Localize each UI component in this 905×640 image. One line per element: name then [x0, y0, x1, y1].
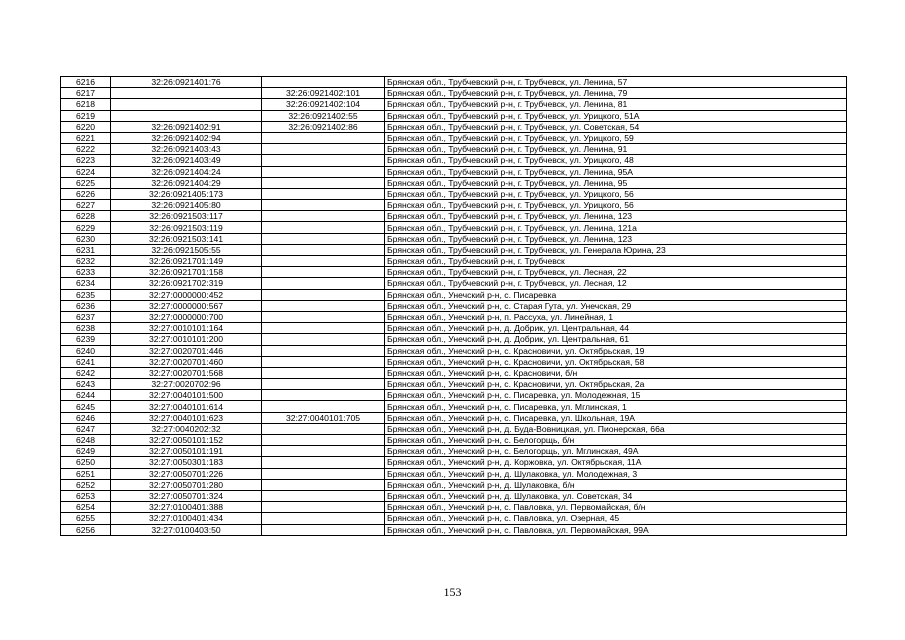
cadastral-number-cell: 32:26:0921403:49 [111, 155, 262, 166]
cadastral-number-cell [111, 88, 262, 99]
row-number-cell: 6230 [61, 233, 111, 244]
linked-cadastral-number-cell [262, 200, 385, 211]
table-row [61, 323, 847, 334]
cadastral-number-cell: 32:26:0921404:29 [111, 177, 262, 188]
table-row [61, 345, 847, 356]
address-cell: Брянская обл., Трубчевский р-н, г. Трубчевск, ул. Лесная, 22 [385, 267, 847, 278]
row-number-cell: 6233 [61, 267, 111, 278]
table-row [61, 311, 847, 322]
linked-cadastral-number-cell [262, 222, 385, 233]
row-number-cell: 6244 [61, 390, 111, 401]
table-row [61, 132, 847, 143]
address-cell: Брянская обл., Унечский р-н, с. Павловка, ул. Первомайская, б/н [385, 502, 847, 513]
cadastral-number-cell: 32:27:0050301:183 [111, 457, 262, 468]
cadastral-number-cell: 32:27:0010101:200 [111, 334, 262, 345]
address-cell: Брянская обл., Трубчевский р-н, г. Трубчевск [385, 256, 847, 267]
address-cell: Брянская обл., Трубчевский р-н, г. Трубчевск, ул. Урицкого, 56 [385, 188, 847, 199]
linked-cadastral-number-cell [262, 379, 385, 390]
cadastral-number-cell: 32:26:0921503:141 [111, 233, 262, 244]
cadastral-number-cell: 32:27:0100403:50 [111, 524, 262, 535]
cadastral-number-cell: 32:26:0921405:80 [111, 200, 262, 211]
address-cell: Брянская обл., Трубчевский р-н, г. Трубчевск, ул. Ленина, 121а [385, 222, 847, 233]
table-row [61, 155, 847, 166]
address-cell: Брянская обл., Унечский р-н, с. Белогорщь, б/н [385, 435, 847, 446]
row-number-cell: 6246 [61, 412, 111, 423]
linked-cadastral-number-cell [262, 77, 385, 88]
address-cell: Брянская обл., Трубчевский р-н, г. Трубчевск, ул. Ленина, 95А [385, 166, 847, 177]
address-cell: Брянская обл., Трубчевский р-н, г. Трубчевск, ул. Урицкого, 56 [385, 200, 847, 211]
linked-cadastral-number-cell [262, 132, 385, 143]
linked-cadastral-number-cell: 32:26:0921402:86 [262, 121, 385, 132]
table-row [61, 502, 847, 513]
table-row [61, 379, 847, 390]
row-number-cell: 6251 [61, 468, 111, 479]
cadastral-number-cell: 32:27:0020702:96 [111, 379, 262, 390]
row-number-cell: 6221 [61, 132, 111, 143]
cadastral-number-cell: 32:27:0040101:500 [111, 390, 262, 401]
row-number-cell: 6247 [61, 423, 111, 434]
table-row [61, 222, 847, 233]
address-cell: Брянская обл., Унечский р-н, д. Коржовка, ул. Октябрьская, 11А [385, 457, 847, 468]
address-cell: Брянская обл., Трубчевский р-н, г. Трубчевск, ул. Ленина, 123 [385, 233, 847, 244]
row-number-cell: 6241 [61, 356, 111, 367]
cadastral-number-cell: 32:27:0040101:614 [111, 401, 262, 412]
linked-cadastral-number-cell [262, 513, 385, 524]
address-cell: Брянская обл., Трубчевский р-н, г. Трубчевск, ул. Ленина, 123 [385, 211, 847, 222]
address-cell: Брянская обл., Трубчевский р-н, г. Трубчевск, ул. Генерала Юрина, 23 [385, 244, 847, 255]
address-cell: Брянская обл., Унечский р-н, с. Старая Гута, ул. Унечская, 29 [385, 300, 847, 311]
address-cell: Брянская обл., Трубчевский р-н, г. Трубчевск, ул. Лесная, 12 [385, 278, 847, 289]
table-row [61, 233, 847, 244]
cadastral-number-cell [111, 99, 262, 110]
row-number-cell: 6237 [61, 311, 111, 322]
cadastral-number-cell: 32:26:0921402:94 [111, 132, 262, 143]
row-number-cell: 6243 [61, 379, 111, 390]
row-number-cell: 6239 [61, 334, 111, 345]
row-number-cell: 6218 [61, 99, 111, 110]
registry-table-body [61, 77, 847, 536]
address-cell: Брянская обл., Трубчевский р-н, г. Трубчевск, ул. Урицкого, 48 [385, 155, 847, 166]
cadastral-number-cell: 32:26:0921402:91 [111, 121, 262, 132]
linked-cadastral-number-cell [262, 423, 385, 434]
address-cell: Брянская обл., Унечский р-н, с. Красновичи, ул. Октябрьская, 58 [385, 356, 847, 367]
linked-cadastral-number-cell: 32:27:0040101:705 [262, 412, 385, 423]
address-cell: Брянская обл., Трубчевский р-н, г. Трубчевск, ул. Ленина, 79 [385, 88, 847, 99]
address-cell: Брянская обл., Унечский р-н, д. Буда-Вовницкая, ул. Пионерская, 66а [385, 423, 847, 434]
table-row [61, 177, 847, 188]
cadastral-number-cell: 32:27:0100401:434 [111, 513, 262, 524]
address-cell: Брянская обл., Унечский р-н, п. Рассуха, ул. Линейная, 1 [385, 311, 847, 322]
row-number-cell: 6240 [61, 345, 111, 356]
cadastral-number-cell: 32:27:0050101:191 [111, 446, 262, 457]
address-cell: Брянская обл., Трубчевский р-н, г. Трубчевск, ул. Ленина, 91 [385, 144, 847, 155]
address-cell: Брянская обл., Унечский р-н, с. Писаревка, ул. Мглинская, 1 [385, 401, 847, 412]
cadastral-number-cell: 32:26:0921503:119 [111, 222, 262, 233]
table-row [61, 390, 847, 401]
linked-cadastral-number-cell: 32:26:0921402:101 [262, 88, 385, 99]
cadastral-number-cell: 32:27:0020701:460 [111, 356, 262, 367]
cadastral-number-cell: 32:26:0921401:76 [111, 77, 262, 88]
linked-cadastral-number-cell [262, 367, 385, 378]
table-row [61, 200, 847, 211]
address-cell: Брянская обл., Трубчевский р-н, г. Трубчевск, ул. Ленина, 57 [385, 77, 847, 88]
linked-cadastral-number-cell [262, 457, 385, 468]
linked-cadastral-number-cell: 32:26:0921402:55 [262, 110, 385, 121]
row-number-cell: 6234 [61, 278, 111, 289]
table-row [61, 423, 847, 434]
address-cell: Брянская обл., Унечский р-н, с. Писаревка [385, 289, 847, 300]
linked-cadastral-number-cell [262, 144, 385, 155]
linked-cadastral-number-cell [262, 177, 385, 188]
cadastral-number-cell: 32:26:0921405:173 [111, 188, 262, 199]
linked-cadastral-number-cell [262, 502, 385, 513]
linked-cadastral-number-cell [262, 390, 385, 401]
linked-cadastral-number-cell: 32:26:0921402:104 [262, 99, 385, 110]
table-row [61, 401, 847, 412]
linked-cadastral-number-cell [262, 244, 385, 255]
page-number: 153 [443, 585, 462, 599]
address-cell: Брянская обл., Трубчевский р-н, г. Трубчевск, ул. Советская, 54 [385, 121, 847, 132]
table-row [61, 457, 847, 468]
table-row [61, 289, 847, 300]
linked-cadastral-number-cell [262, 267, 385, 278]
address-cell: Брянская обл., Унечский р-н, с. Красновичи, ул. Октябрьская, 2а [385, 379, 847, 390]
linked-cadastral-number-cell [262, 323, 385, 334]
linked-cadastral-number-cell [262, 524, 385, 535]
linked-cadastral-number-cell [262, 479, 385, 490]
address-cell: Брянская обл., Унечский р-н, с. Красновичи, б/н [385, 367, 847, 378]
cadastral-number-cell: 32:27:0100401:388 [111, 502, 262, 513]
cadastral-number-cell: 32:27:0040202:32 [111, 423, 262, 434]
linked-cadastral-number-cell [262, 233, 385, 244]
table-row [61, 479, 847, 490]
table-row [61, 490, 847, 501]
linked-cadastral-number-cell [262, 155, 385, 166]
row-number-cell: 6253 [61, 490, 111, 501]
cadastral-number-cell: 32:26:0921701:149 [111, 256, 262, 267]
table-row [61, 356, 847, 367]
linked-cadastral-number-cell [262, 435, 385, 446]
cadastral-number-cell: 32:26:0921505:55 [111, 244, 262, 255]
row-number-cell: 6238 [61, 323, 111, 334]
linked-cadastral-number-cell [262, 490, 385, 501]
address-cell: Брянская обл., Унечский р-н, с. Писаревка, ул. Молодежная, 15 [385, 390, 847, 401]
linked-cadastral-number-cell [262, 166, 385, 177]
address-cell: Брянская обл., Унечский р-н, с. Красновичи, ул. Октябрьская, 19 [385, 345, 847, 356]
linked-cadastral-number-cell [262, 345, 385, 356]
row-number-cell: 6242 [61, 367, 111, 378]
address-cell: Брянская обл., Унечский р-н, с. Писаревка, ул. Школьная, 19А [385, 412, 847, 423]
table-row [61, 256, 847, 267]
cadastral-number-cell: 32:27:0040101:623 [111, 412, 262, 423]
table-row [61, 244, 847, 255]
table-row [61, 412, 847, 423]
cadastral-number-cell: 32:27:0000000:567 [111, 300, 262, 311]
cadastral-number-cell: 32:27:0000000:452 [111, 289, 262, 300]
row-number-cell: 6235 [61, 289, 111, 300]
row-number-cell: 6216 [61, 77, 111, 88]
row-number-cell: 6232 [61, 256, 111, 267]
address-cell: Брянская обл., Унечский р-н, д. Добрик, ул. Центральная, 61 [385, 334, 847, 345]
linked-cadastral-number-cell [262, 356, 385, 367]
cadastral-number-cell: 32:26:0921503:117 [111, 211, 262, 222]
row-number-cell: 6255 [61, 513, 111, 524]
address-cell: Брянская обл., Унечский р-н, д. Шулаковка, ул. Советская, 34 [385, 490, 847, 501]
table-row [61, 334, 847, 345]
row-number-cell: 6229 [61, 222, 111, 233]
table-row [61, 367, 847, 378]
row-number-cell: 6245 [61, 401, 111, 412]
row-number-cell: 6227 [61, 200, 111, 211]
address-cell: Брянская обл., Унечский р-н, с. Павловка, ул. Первомайская, 99А [385, 524, 847, 535]
cadastral-number-cell: 32:26:0921701:158 [111, 267, 262, 278]
cadastral-number-cell [111, 110, 262, 121]
table-row [61, 435, 847, 446]
row-number-cell: 6256 [61, 524, 111, 535]
cadastral-number-cell: 32:27:0020701:446 [111, 345, 262, 356]
linked-cadastral-number-cell [262, 289, 385, 300]
table-row [61, 188, 847, 199]
table-row [61, 88, 847, 99]
table-row [61, 77, 847, 88]
table-row [61, 99, 847, 110]
address-cell: Брянская обл., Трубчевский р-н, г. Трубчевск, ул. Урицкого, 59 [385, 132, 847, 143]
cadastral-number-cell: 32:26:0921403:43 [111, 144, 262, 155]
cadastral-number-cell: 32:27:0010101:164 [111, 323, 262, 334]
table-row [61, 211, 847, 222]
row-number-cell: 6222 [61, 144, 111, 155]
address-cell: Брянская обл., Унечский р-н, д. Добрик, ул. Центральная, 44 [385, 323, 847, 334]
row-number-cell: 6231 [61, 244, 111, 255]
table-row [61, 121, 847, 132]
address-cell: Брянская обл., Трубчевский р-н, г. Трубчевск, ул. Ленина, 95 [385, 177, 847, 188]
linked-cadastral-number-cell [262, 446, 385, 457]
row-number-cell: 6223 [61, 155, 111, 166]
table-row [61, 513, 847, 524]
address-cell: Брянская обл., Унечский р-н, с. Белогорщь, ул. Мглинская, 49А [385, 446, 847, 457]
cadastral-number-cell: 32:26:0921404:24 [111, 166, 262, 177]
table-row [61, 110, 847, 121]
linked-cadastral-number-cell [262, 311, 385, 322]
row-number-cell: 6248 [61, 435, 111, 446]
row-number-cell: 6228 [61, 211, 111, 222]
cadastral-number-cell: 32:27:0050101:152 [111, 435, 262, 446]
row-number-cell: 6224 [61, 166, 111, 177]
linked-cadastral-number-cell [262, 468, 385, 479]
cadastral-number-cell: 32:27:0000000:700 [111, 311, 262, 322]
row-number-cell: 6250 [61, 457, 111, 468]
table-row [61, 166, 847, 177]
row-number-cell: 6252 [61, 479, 111, 490]
linked-cadastral-number-cell [262, 278, 385, 289]
address-cell: Брянская обл., Унечский р-н, с. Павловка, ул. Озерная, 45 [385, 513, 847, 524]
cadastral-number-cell: 32:27:0050701:280 [111, 479, 262, 490]
linked-cadastral-number-cell [262, 401, 385, 412]
row-number-cell: 6254 [61, 502, 111, 513]
table-row [61, 144, 847, 155]
address-cell: Брянская обл., Унечский р-н, д. Шулаковка, б/н [385, 479, 847, 490]
address-cell: Брянская обл., Трубчевский р-н, г. Трубчевск, ул. Ленина, 81 [385, 99, 847, 110]
table-row [61, 267, 847, 278]
row-number-cell: 6226 [61, 188, 111, 199]
linked-cadastral-number-cell [262, 300, 385, 311]
row-number-cell: 6219 [61, 110, 111, 121]
row-number-cell: 6225 [61, 177, 111, 188]
row-number-cell: 6249 [61, 446, 111, 457]
address-cell: Брянская обл., Унечский р-н, д. Шулаковка, ул. Молодежная, 3 [385, 468, 847, 479]
cadastral-number-cell: 32:27:0050701:226 [111, 468, 262, 479]
linked-cadastral-number-cell [262, 334, 385, 345]
table-row [61, 300, 847, 311]
row-number-cell: 6236 [61, 300, 111, 311]
linked-cadastral-number-cell [262, 188, 385, 199]
linked-cadastral-number-cell [262, 211, 385, 222]
registry-table [60, 76, 847, 536]
table-row [61, 446, 847, 457]
table-row [61, 524, 847, 535]
cadastral-number-cell: 32:27:0020701:568 [111, 367, 262, 378]
row-number-cell: 6217 [61, 88, 111, 99]
address-cell: Брянская обл., Трубчевский р-н, г. Трубчевск, ул. Урицкого, 51А [385, 110, 847, 121]
table-row [61, 278, 847, 289]
cadastral-number-cell: 32:26:0921702:319 [111, 278, 262, 289]
row-number-cell: 6220 [61, 121, 111, 132]
linked-cadastral-number-cell [262, 256, 385, 267]
table-row [61, 468, 847, 479]
cadastral-number-cell: 32:27:0050701:324 [111, 490, 262, 501]
